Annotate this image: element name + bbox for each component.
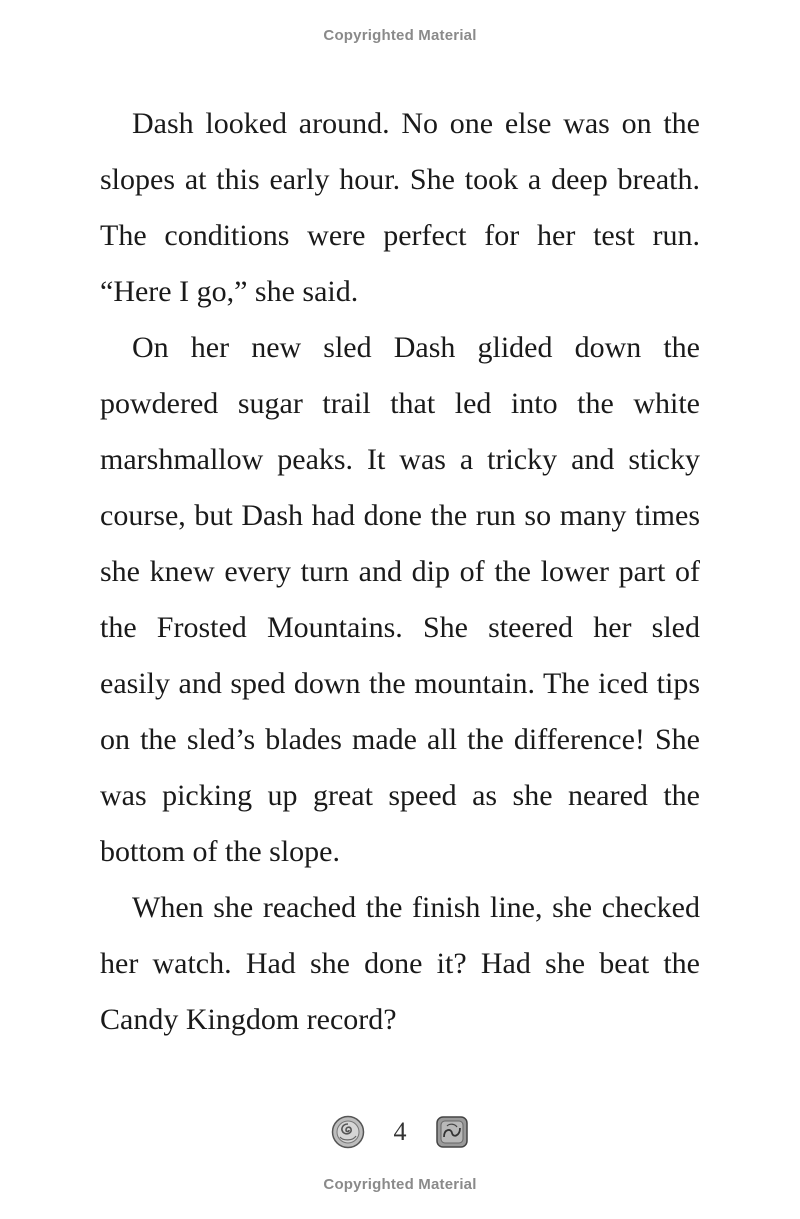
paragraph: On her new sled Dash glided down the powdered sugar trail that led into the white marshmallow peaks. It was a tricky and sticky course, but Dash had done the run so many times she knew every turn and dip of the lower part of the Frosted Mountains. She steered her sled easily and sped down the mountain. The iced tips on the sled’s blades made all the difference! She was picking up great speed as she neared the bottom of the slope. [100, 331, 700, 868]
round-candy-icon [331, 1115, 365, 1149]
paragraph: Dash looked around. No one else was on the slopes at this early hour. She took a deep breath. The conditions were perfect for her test run. “Here I go,” she said. [100, 107, 700, 308]
copyright-watermark-bottom: Copyrighted Material [323, 1176, 477, 1193]
page-footer [0, 1114, 800, 1150]
square-candy-icon [435, 1115, 469, 1149]
page-body [100, 96, 700, 1048]
page-number: 4 [393, 1117, 407, 1146]
paragraph: When she reached the finish line, she checked her watch. Had she done it? Had she beat the Candy Kingdom record? [100, 891, 700, 1036]
copyright-watermark-top: Copyrighted Material [323, 27, 477, 44]
